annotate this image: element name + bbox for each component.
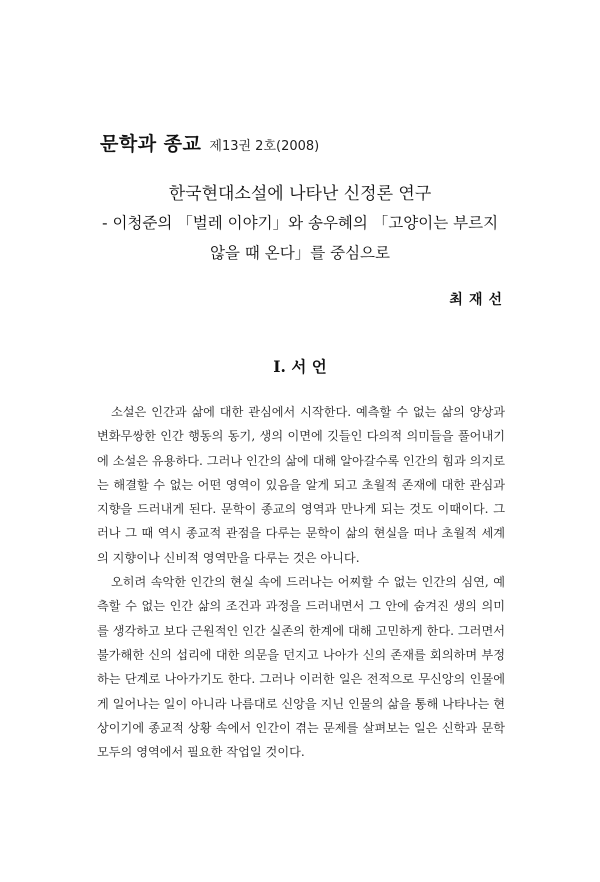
journal-logo: 문학과 종교	[100, 133, 202, 155]
article-subtitle-line-1: - 이청준의 「벌레 이야기」와 송우혜의 「고양이는 부르지	[101, 214, 499, 232]
author-name: 최재선	[449, 292, 508, 308]
paragraph-1: 소설은 인간과 삶에 대한 관심에서 시작한다. 예측할 수 없는 삶의 양상과 변화무쌍한 인간 행동의 동기, 생의 이면에 깃들인 다의적 의미들을 풀어내기에 소설은 유용하다. 그러나 인간의 삶에 대해 알아갈수록 인간의 힘과 의지로는 해결할 수 없는 어떤 영역이 있음을 알게 되고 초월적 존재에 대한 관심과 지향을 드러내게 된다. 문학이 종교의 영역과 만나게 되는 것도 이때이다. 그러나 그 때 역시 종교적 관점을 다루는 문학이 삶의 현실을 떠나 초월적 세계의 지향이나 신비적 영역만을 다루는 것은 아니다.	[97, 405, 505, 565]
article-title-block	[80, 180, 520, 268]
article-subtitle-line-2: 않을 때 온다」를 중심으로	[209, 244, 390, 262]
body-text	[97, 400, 505, 764]
journal-volume-issue: 제13권 2호(2008)	[209, 139, 320, 154]
paragraph-2: 오히려 속악한 인간의 현실 속에 드러나는 어찌할 수 없는 인간의 심연, 예측할 수 없는 인간 삶의 조건과 과정을 드러내면서 그 안에 숨겨진 생의 의미를 생각하고 보다 근원적인 인간 실존의 한계에 대해 고민하게 한다. 그러면서 불가해한 신의 섭리에 대한 의문을 던지고 나아가 신의 존재를 회의하며 부정하는 단계로 나아가기도 한다. 그러나 이러한 일은 전적으로 무신앙의 인물에게 일어나는 일이 아니라 나름대로 신앙을 지닌 인물의 삶을 통해 나타나는 현상이기에 종교적 상황 속에서 인간이 겪는 문제를 살펴보는 일은 신학과 문학 모두의 영역에서 필요한 작업일 것이다.	[97, 575, 505, 760]
article-title: 한국현대소설에 나타난 신정론 연구	[168, 184, 432, 204]
journal-header	[100, 129, 319, 156]
section-heading: I. 서 언	[273, 357, 327, 376]
